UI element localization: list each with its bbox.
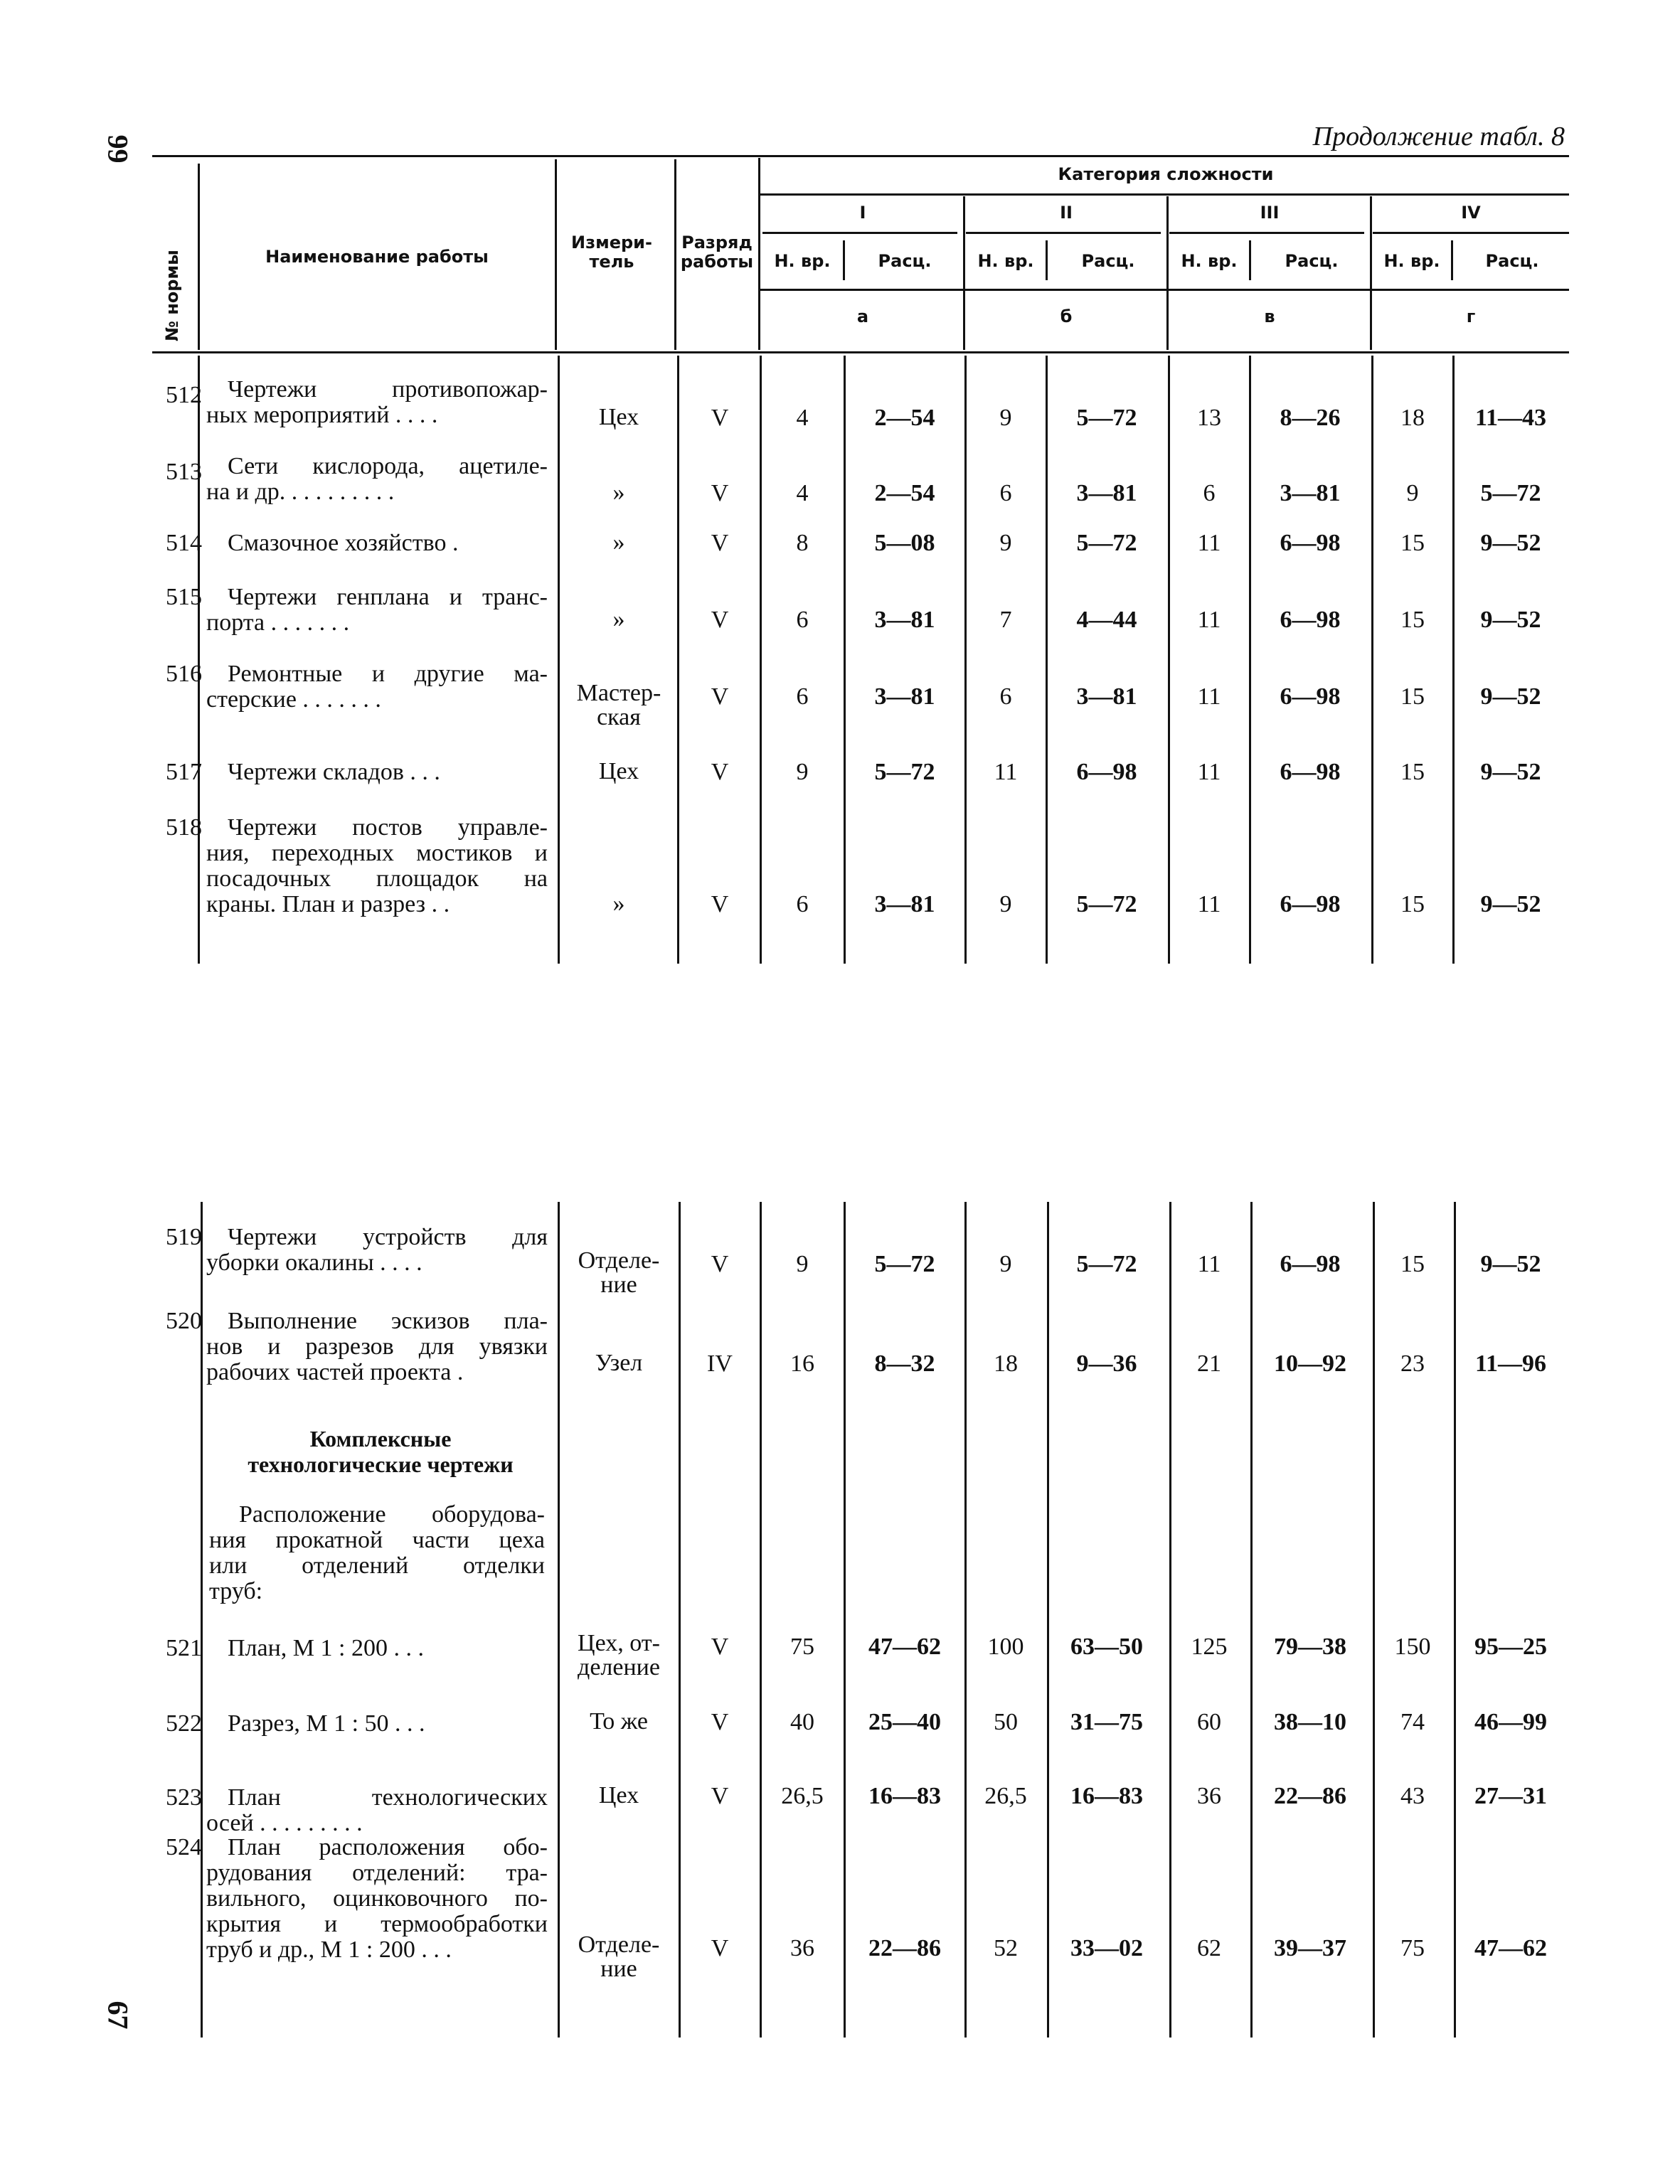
row-value: 26,5: [984, 1783, 1027, 1809]
cat-IV: IV: [1461, 203, 1481, 223]
rasc-IV: Расц.: [1485, 251, 1539, 271]
row-value: 52: [994, 1935, 1018, 1961]
row-name: [206, 815, 548, 917]
row-value: 9—52: [1480, 683, 1541, 710]
letter-b: б: [1060, 307, 1073, 326]
body-top-vline-1: [198, 356, 200, 964]
cat-III: III: [1260, 203, 1280, 223]
row-unit: »: [612, 890, 625, 917]
body-top-vline-9: [1249, 356, 1251, 964]
body-top-vline-2: [558, 356, 560, 964]
row-value: 9—52: [1480, 1251, 1541, 1277]
row-value: 95—25: [1474, 1634, 1547, 1660]
section-intro: [209, 1502, 545, 1604]
row-value: 50: [994, 1709, 1018, 1735]
row-value: 27—31: [1474, 1783, 1547, 1809]
row-value: 16: [790, 1351, 814, 1377]
row-value: 6: [796, 683, 809, 710]
row-name-line: ния, переходных мостиков и: [206, 840, 548, 866]
row-grade: V: [711, 480, 729, 506]
row-value: 23: [1400, 1351, 1425, 1377]
row-value: 18: [994, 1351, 1018, 1377]
row-name-line: Чертежи генплана и транс-: [228, 584, 548, 610]
row-value: 62: [1197, 1935, 1221, 1961]
row-value: 2—54: [874, 480, 935, 506]
row-value: 16—83: [868, 1783, 941, 1809]
hdr-vline-1: [198, 164, 200, 350]
row-value: 11: [1197, 530, 1221, 556]
row-value: 11—43: [1474, 405, 1547, 431]
row-name-line: рудования отделений: тра-: [206, 1860, 548, 1886]
body-bot-vline-3: [679, 1202, 681, 2037]
row-value: 3—81: [1076, 683, 1137, 710]
body-bot-vline-5: [844, 1202, 846, 2037]
body-top-vline-5: [844, 356, 846, 964]
row-name: [206, 585, 548, 636]
row-name-line: порта . . . . . . .: [206, 609, 350, 636]
row-grade: V: [711, 891, 729, 917]
row-value: 47—62: [868, 1634, 941, 1660]
row-grade: V: [711, 405, 729, 431]
row-value: 36: [790, 1935, 814, 1961]
row-grade: IV: [707, 1351, 733, 1377]
row-value: 6—98: [1280, 530, 1341, 556]
row-value: 9: [999, 1251, 1012, 1277]
row-unit: Цех: [598, 404, 639, 430]
row-value: 3—81: [874, 891, 935, 917]
row-number: 517: [166, 759, 202, 785]
row-value: 15: [1400, 759, 1425, 785]
cat-III-rule: [1169, 232, 1364, 234]
row-name: [206, 377, 548, 428]
row-name-line: Разрез, М 1 : 50 . . .: [228, 1710, 425, 1737]
row-name: [206, 1636, 548, 1661]
row-unit: То же: [590, 1708, 648, 1735]
section-title-1: Комплексные: [309, 1426, 452, 1451]
row-name-line: осей . . . . . . . . .: [206, 1810, 363, 1836]
hdr-vline-3: [674, 159, 676, 350]
intro-line-2: ния прокатной части цеха: [209, 1527, 545, 1553]
hdr-vline-11: [1451, 240, 1453, 280]
row-value: 11: [1197, 683, 1221, 710]
row-value: 15: [1400, 891, 1425, 917]
row-unit: »: [612, 606, 625, 632]
letter-a: а: [856, 307, 869, 326]
row-value: 18: [1400, 405, 1425, 431]
header-top-rule: [152, 155, 1569, 157]
row-value: 8: [796, 530, 809, 556]
hdr-vline-2: [555, 159, 557, 350]
row-number: 513: [166, 459, 202, 485]
row-value: 75: [790, 1634, 814, 1660]
row-name: [206, 1309, 548, 1385]
page-number-bottom: 67: [102, 2001, 134, 2030]
row-value: 9: [796, 759, 809, 785]
row-value: 6—98: [1280, 683, 1341, 710]
body-top-vline-10: [1371, 356, 1373, 964]
row-unit: Отделе- ние: [578, 1247, 660, 1298]
rasc-I: Расц.: [878, 251, 932, 271]
row-value: 3—81: [874, 607, 935, 633]
row-value: 11—96: [1474, 1351, 1547, 1377]
header-grade: Разряд работы: [680, 233, 754, 272]
hv-IV: Н. вр.: [1383, 251, 1440, 271]
intro-line-4: труб:: [209, 1578, 263, 1604]
row-value: 40: [790, 1709, 814, 1735]
header-bottom-rule: [152, 351, 1569, 353]
row-value: 6: [999, 480, 1012, 506]
row-value: 2—54: [874, 405, 935, 431]
row-grade: V: [711, 683, 729, 710]
row-value: 74: [1400, 1709, 1425, 1735]
row-grade: V: [711, 607, 729, 633]
row-number: 521: [166, 1635, 202, 1661]
row-grade: V: [711, 1251, 729, 1277]
hdr-vline-6: [1166, 196, 1169, 350]
body-bot-vline-10: [1373, 1202, 1375, 2037]
row-name-line: труб и др., М 1 : 200 . . .: [206, 1937, 452, 1963]
intro-line-3: или отделений отделки: [209, 1552, 545, 1579]
row-unit: Цех: [598, 1782, 639, 1809]
row-value: 6: [999, 683, 1012, 710]
row-value: 39—37: [1274, 1935, 1346, 1961]
row-name-line: Чертежи складов . . .: [228, 759, 440, 785]
header-name: Наименование работы: [265, 247, 489, 267]
row-value: 43: [1400, 1783, 1425, 1809]
row-value: 47—62: [1474, 1935, 1547, 1961]
body-bot-vline-11: [1454, 1202, 1456, 2037]
header-category: Категория сложности: [1058, 164, 1274, 184]
rasc-II: Расц.: [1081, 251, 1135, 271]
row-grade: V: [711, 1783, 729, 1809]
row-value: 63—50: [1070, 1634, 1143, 1660]
row-number: 519: [166, 1224, 202, 1250]
row-name-line: Чертежи противопожар-: [228, 376, 548, 403]
row-name-line: посадочных площадок на: [206, 865, 548, 892]
category-rule: [758, 193, 1569, 196]
cat-I: I: [859, 203, 866, 223]
row-number: 518: [166, 814, 202, 841]
hdr-vline-5: [963, 196, 965, 350]
rasc-III: Расц.: [1285, 251, 1339, 271]
row-name: [206, 1835, 548, 1963]
row-value: 5—72: [1076, 530, 1137, 556]
row-grade: V: [711, 759, 729, 785]
row-value: 6—98: [1280, 607, 1341, 633]
row-value: 38—10: [1274, 1709, 1346, 1735]
row-value: 15: [1400, 1251, 1425, 1277]
row-value: 9: [796, 1251, 809, 1277]
row-value: 15: [1400, 607, 1425, 633]
row-value: 5—08: [874, 530, 935, 556]
row-unit: »: [612, 479, 625, 506]
row-number: 515: [166, 584, 202, 610]
row-value: 7: [999, 607, 1012, 633]
row-value: 6—98: [1280, 759, 1341, 785]
row-value: 6—98: [1280, 891, 1341, 917]
row-value: 6: [1203, 480, 1216, 506]
row-value: 5—72: [874, 1251, 935, 1277]
row-name-line: ных мероприятий . . . .: [206, 402, 438, 428]
row-name-line: вильного, оцинковочного по-: [206, 1885, 548, 1912]
row-unit: Цех: [598, 758, 639, 784]
row-value: 9—52: [1480, 607, 1541, 633]
row-name-line: стерские . . . . . . .: [206, 686, 381, 713]
section-title-2: технологические чертежи: [248, 1451, 514, 1477]
row-grade: V: [711, 530, 729, 556]
hdr-vline-4: [758, 158, 760, 350]
body-top-vline-3: [677, 356, 679, 964]
row-number: 514: [166, 530, 202, 556]
row-value: 11: [1197, 1251, 1221, 1277]
row-name: [206, 454, 548, 505]
row-name-line: рабочих частей проекта .: [206, 1359, 464, 1385]
row-value: 60: [1197, 1709, 1221, 1735]
hdr-vline-9: [1046, 240, 1048, 280]
header-num: № нормы: [162, 250, 182, 341]
row-name-line: краны. План и разрез . .: [206, 891, 450, 917]
row-name: [206, 1711, 548, 1737]
hv-I: Н. вр.: [774, 251, 831, 271]
row-name-line: Ремонтные и другие ма-: [228, 661, 548, 687]
row-name-line: Смазочное хозяйство .: [228, 530, 459, 556]
row-value: 11: [1197, 759, 1221, 785]
row-value: 75: [1400, 1935, 1425, 1961]
row-value: 125: [1191, 1634, 1228, 1660]
row-value: 5—72: [1076, 405, 1137, 431]
row-name-line: План, М 1 : 200 . . .: [228, 1635, 424, 1661]
row-value: 79—38: [1274, 1634, 1346, 1660]
row-value: 16—83: [1070, 1783, 1143, 1809]
row-number: 512: [166, 382, 202, 408]
row-value: 100: [987, 1634, 1024, 1660]
row-name: [206, 760, 548, 785]
row-value: 25—40: [868, 1709, 941, 1735]
hv-III: Н. вр.: [1181, 251, 1238, 271]
row-value: 8—26: [1280, 405, 1341, 431]
body-bot-vline-6: [964, 1202, 967, 2037]
body-bot-vline-2: [558, 1202, 560, 2037]
cat-IV-rule: [1373, 232, 1569, 234]
row-grade: V: [711, 1634, 729, 1660]
row-value: 6—98: [1076, 759, 1137, 785]
body-bot-vline-9: [1250, 1202, 1253, 2037]
cat-I-rule: [762, 232, 957, 234]
row-name-line: уборки окалины . . . .: [206, 1250, 422, 1276]
row-value: 9—52: [1480, 530, 1541, 556]
row-name: [206, 661, 548, 713]
row-name-line: на и др. . . . . . . . . .: [206, 479, 395, 505]
row-grade: V: [711, 1709, 729, 1735]
row-value: 11: [994, 759, 1018, 785]
row-grade: V: [711, 1935, 729, 1961]
row-number: 516: [166, 661, 202, 687]
letter-g: г: [1466, 307, 1476, 326]
row-value: 9: [999, 530, 1012, 556]
row-value: 6: [796, 607, 809, 633]
row-name-line: Выполнение эскизов пла-: [228, 1308, 548, 1334]
continuation-title: Продолжение табл. 8: [1312, 122, 1565, 151]
body-top-vline-4: [760, 356, 762, 964]
row-name-line: План расположения обо-: [228, 1834, 548, 1860]
row-unit: Отделе- ние: [578, 1932, 660, 1982]
hv-II: Н. вр.: [977, 251, 1034, 271]
row-value: 6: [796, 891, 809, 917]
row-name-line: План технологических: [228, 1784, 548, 1811]
row-name: [206, 1225, 548, 1276]
row-value: 9: [999, 891, 1012, 917]
row-name-line: Сети кислорода, ацетиле-: [228, 453, 548, 479]
hdr-vline-10: [1249, 240, 1251, 280]
row-value: 15: [1400, 683, 1425, 710]
row-number: 522: [166, 1710, 202, 1737]
page-number-top: 99: [102, 134, 134, 164]
row-value: 22—86: [1274, 1783, 1346, 1809]
row-value: 13: [1197, 405, 1221, 431]
row-name-line: Чертежи устройств для: [228, 1224, 548, 1250]
body-bot-vline-4: [760, 1202, 762, 2037]
row-unit: Узел: [595, 1350, 643, 1376]
intro-line-1: Расположение оборудова-: [239, 1501, 545, 1528]
row-value: 9: [1406, 480, 1419, 506]
row-value: 8—32: [874, 1351, 935, 1377]
letter-v: в: [1264, 307, 1275, 326]
row-name-line: крытия и термообработки: [206, 1911, 548, 1937]
row-value: 46—99: [1474, 1709, 1547, 1735]
row-value: 9—36: [1076, 1351, 1137, 1377]
body-top-vline-11: [1452, 356, 1455, 964]
row-value: 3—81: [874, 683, 935, 710]
row-unit: Мастер- ская: [576, 680, 661, 730]
row-value: 3—81: [1076, 480, 1137, 506]
header-unit: Измери-тель: [571, 233, 652, 272]
row-value: 9—52: [1480, 891, 1541, 917]
row-name-line: нов и разрезов для увязки: [206, 1333, 548, 1360]
row-name: [206, 1785, 548, 1836]
row-value: 36: [1197, 1783, 1221, 1809]
body-bot-vline-8: [1169, 1202, 1171, 2037]
body-top-vline-7: [1046, 356, 1048, 964]
row-number: 520: [166, 1308, 202, 1334]
row-unit: Цех, от- деление: [578, 1630, 660, 1680]
row-value: 22—86: [868, 1935, 941, 1961]
row-unit: »: [612, 529, 625, 555]
row-value: 31—75: [1070, 1709, 1143, 1735]
row-value: 5—72: [874, 759, 935, 785]
hdr-vline-7: [1370, 196, 1372, 350]
row-value: 33—02: [1070, 1935, 1143, 1961]
row-name-line: Чертежи постов управле-: [228, 814, 548, 841]
row-value: 15: [1400, 530, 1425, 556]
row-value: 21: [1197, 1351, 1221, 1377]
row-value: 9—52: [1480, 759, 1541, 785]
row-value: 5—72: [1480, 480, 1541, 506]
row-value: 5—72: [1076, 891, 1137, 917]
cat-II-rule: [966, 232, 1161, 234]
row-value: 9: [999, 405, 1012, 431]
row-value: 4—44: [1076, 607, 1137, 633]
row-value: 6—98: [1280, 1251, 1341, 1277]
row-value: 11: [1197, 607, 1221, 633]
row-value: 5—72: [1076, 1251, 1137, 1277]
row-number: 524: [166, 1834, 202, 1860]
row-value: 3—81: [1280, 480, 1341, 506]
row-name: [206, 531, 548, 556]
row-value: 4: [796, 480, 809, 506]
row-value: 11: [1197, 891, 1221, 917]
cat-II: II: [1060, 203, 1073, 223]
row-number: 523: [166, 1784, 202, 1811]
hdr-vline-8: [843, 240, 845, 280]
sub-rule: [758, 289, 1569, 291]
row-value: 150: [1394, 1634, 1431, 1660]
row-value: 4: [796, 405, 809, 431]
body-bot-vline-7: [1047, 1202, 1049, 2037]
body-top-vline-6: [964, 356, 967, 964]
row-value: 10—92: [1274, 1351, 1346, 1377]
row-value: 26,5: [781, 1783, 824, 1809]
body-top-vline-8: [1168, 356, 1170, 964]
